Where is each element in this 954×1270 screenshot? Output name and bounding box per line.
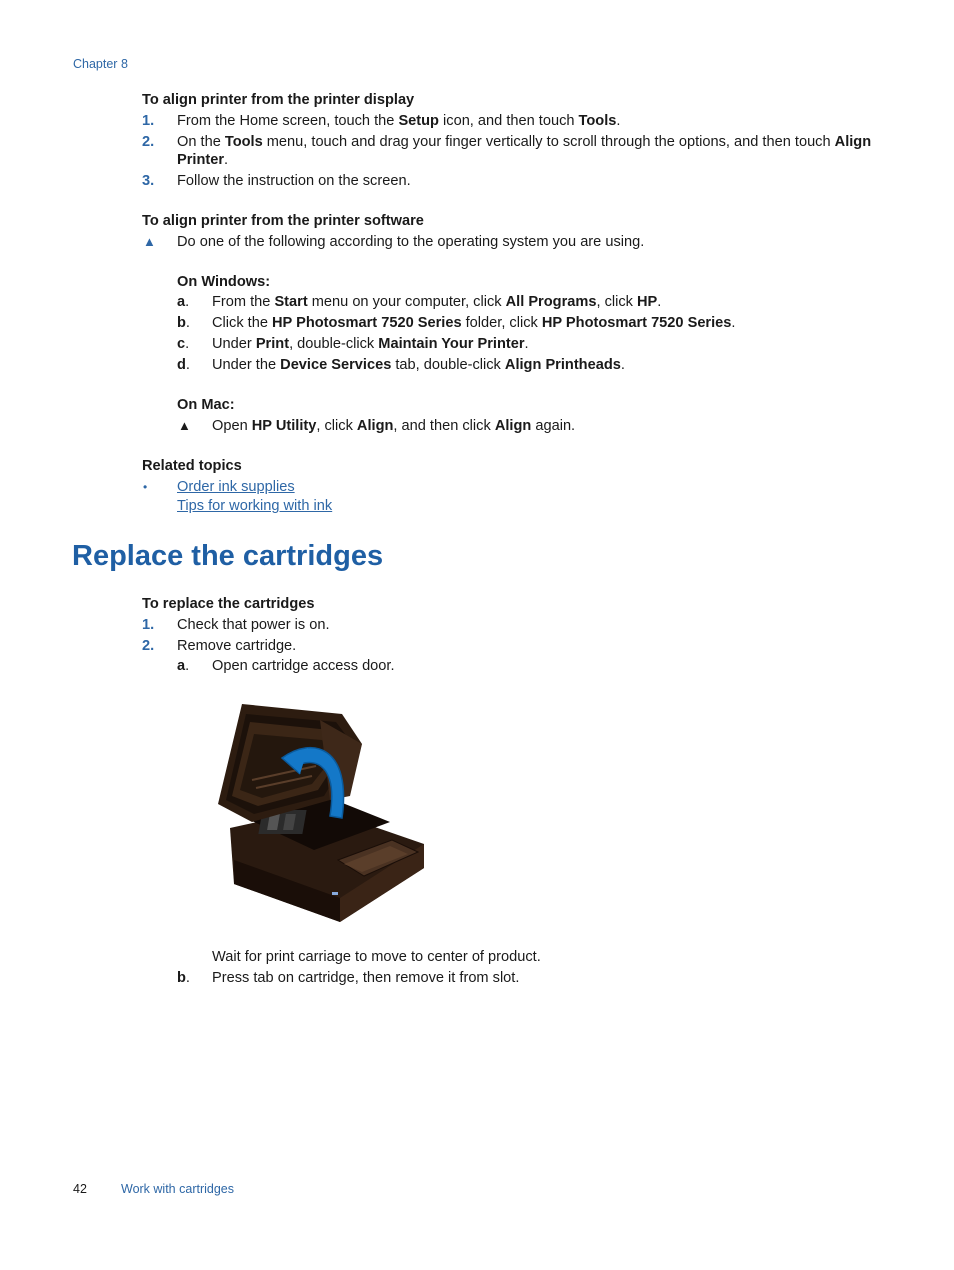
substep-marker: d. [177, 357, 190, 373]
triangle-bullet-icon: ▲ [178, 418, 191, 433]
after-image-text: Wait for print carriage to move to center of product. [212, 949, 541, 965]
replace-heading: To replace the cartridges [142, 596, 315, 612]
bullet-icon: • [143, 480, 148, 494]
mac-heading: On Mac: [177, 397, 235, 413]
step-marker: 1. [142, 113, 155, 129]
substep-marker: a. [177, 294, 190, 310]
triangle-bullet-icon: ▲ [143, 234, 156, 249]
align-software-heading: To align printer from the printer software [142, 213, 424, 229]
substep-marker: a. [177, 658, 190, 674]
footer-section-label: Work with cartridges [121, 1182, 234, 1196]
page-number: 42 [73, 1182, 87, 1196]
step-text: From the Home screen, touch the Setup icon, and then touch Tools. [177, 113, 621, 129]
step-text: On the Tools menu, touch and drag your finger vertically to scroll through the options, and then touch Align [177, 134, 872, 150]
step-marker: 1. [142, 617, 155, 633]
software-intro: Do one of the following according to the operating system you are using. [177, 234, 645, 250]
align-display-heading: To align printer from the printer display [142, 92, 415, 108]
section-title: Replace the cartridges [72, 540, 384, 572]
substep-text: Press tab on cartridge, then remove it from slot. [212, 970, 520, 986]
substep-marker: b. [177, 315, 190, 331]
step-marker: 2. [142, 638, 155, 654]
step-text: Remove cartridge. [177, 638, 297, 654]
link-order-ink-supplies[interactable]: Order ink supplies [177, 479, 295, 495]
substep-marker: b. [177, 970, 190, 986]
substep-text: Under Print, double-click Maintain Your Printer. [212, 336, 529, 352]
link-tips-working-with-ink[interactable]: Tips for working with ink [177, 498, 333, 514]
windows-heading: On Windows: [177, 274, 271, 290]
mac-step-text: Open HP Utility, click Align, and then click Align again. [212, 418, 576, 434]
substep-text: Click the HP Photosmart 7520 Series folder, click HP Photosmart 7520 Series. [212, 315, 736, 331]
substep-text: From the Start menu on your computer, click All Programs, click HP. [212, 294, 662, 310]
substep-text: Open cartridge access door. [212, 658, 395, 674]
step-text-continued: Printer. [177, 152, 229, 168]
step-text: Check that power is on. [177, 617, 330, 633]
substep-text: Under the Device Services tab, double-click Align Printheads. [212, 357, 625, 373]
chapter-label: Chapter 8 [73, 57, 128, 71]
step-text: Follow the instruction on the screen. [177, 173, 411, 189]
printer-illustration [212, 700, 428, 926]
step-marker: 2. [142, 134, 155, 150]
related-topics-heading: Related topics [142, 458, 242, 474]
substep-marker: c. [177, 336, 190, 352]
step-marker: 3. [142, 173, 155, 189]
